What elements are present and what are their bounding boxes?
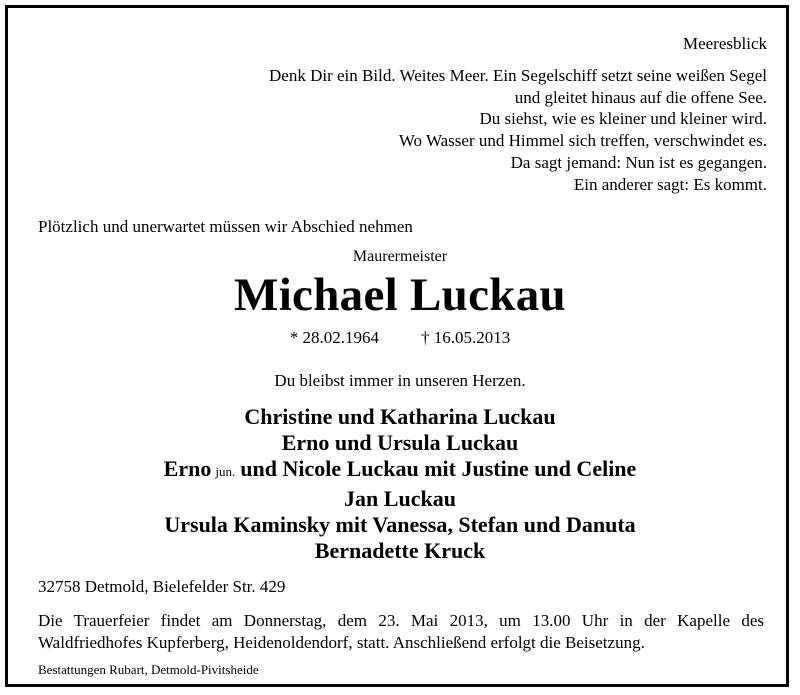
life-dates xyxy=(0,328,800,348)
mourner-line: Bernadette Kruck xyxy=(314,538,486,564)
mourner-line: Christine und Katharina Luckau xyxy=(244,404,556,429)
mourner-line: Jan Luckau xyxy=(344,485,456,511)
mourner-line: Ursula Kaminsky mit Vanessa, Stefan und Danuta xyxy=(164,511,636,537)
funeral-line: Die Trauerfeier findet am Donnerstag, dem 23. Mai 2013, um 13.00 Uhr in der Kapelle des xyxy=(38,611,764,630)
mourners-list xyxy=(0,404,800,564)
poem-line: Ein anderer sagt: Es kommt. xyxy=(573,174,767,194)
mourner-line xyxy=(0,456,800,485)
poem-line: Du siehst, wie es kleiner und kleiner wird. xyxy=(479,109,767,129)
mourner-line: Erno und Ursula Luckau xyxy=(281,430,519,456)
poem xyxy=(269,65,767,195)
intro-text: Plötzlich und unerwartet müssen wir Abschied nehmen xyxy=(38,217,413,236)
family-address: 32758 Detmold, Bielefelder Str. 429 xyxy=(38,577,286,596)
mourner-suffix: jun. xyxy=(215,464,236,480)
poem-title: Meeresblick xyxy=(682,34,767,53)
poem-line: Da sagt jemand: Nun ist es gegangen. xyxy=(510,152,767,172)
deceased-profession: Maurermeister xyxy=(352,248,448,265)
poem-line: Wo Wasser und Himmel sich treffen, verschwindet es. xyxy=(398,131,767,151)
mourner-rest: und Nicole Luckau mit Justine und Celine xyxy=(240,456,637,482)
poem-line: Denk Dir ein Bild. Weites Meer. Ein Segelschiff setzt seine weißen Segel xyxy=(269,66,767,85)
death-date: † 16.05.2013 xyxy=(421,328,511,347)
funeral-notice xyxy=(38,610,764,654)
funeral-line: Waldfriedhofes Kupferberg, Heidenoldendorf, statt. Anschließend erfolgt die Beisetzung. xyxy=(38,633,645,652)
mourner-name: Erno xyxy=(163,456,212,482)
poem-line: und gleitet hinaus auf die offene See. xyxy=(514,87,767,107)
undertaker-credit: Bestattungen Rubart, Detmold-Pivitsheide xyxy=(38,662,259,677)
remembrance-text: Du bleibst immer in unseren Herzen. xyxy=(274,371,526,390)
birth-date: * 28.02.1964 xyxy=(289,328,379,347)
deceased-name: Michael Luckau xyxy=(234,269,566,321)
